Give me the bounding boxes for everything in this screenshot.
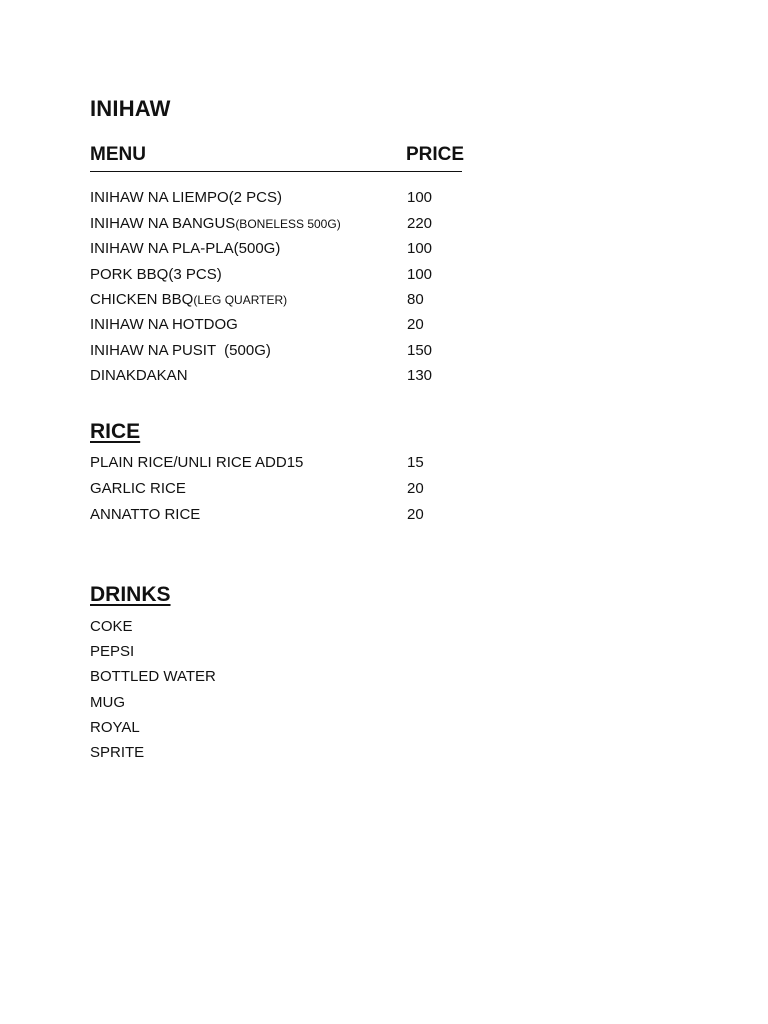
- rice-section-heading: RICE: [90, 420, 141, 443]
- menu-item: [90, 316, 490, 338]
- menu-item-name: DINAKDAKAN: [90, 367, 188, 384]
- menu-item: [90, 367, 490, 389]
- menu-item-price: 80: [407, 291, 424, 308]
- menu-item-name: INIHAW NA BANGUS(BONELESS 500G): [90, 215, 341, 232]
- drinks-section-heading: DRINKS: [90, 583, 171, 606]
- menu-item-price: 220: [407, 215, 433, 232]
- drink-item: ROYAL: [90, 719, 140, 736]
- drink-item: COKE: [90, 618, 133, 635]
- drink-item: MUG: [90, 694, 125, 711]
- menu-item: [90, 266, 490, 288]
- menu-item-price: 130: [407, 367, 433, 384]
- menu-item-name: INIHAW NA LIEMPO(2 PCS): [90, 189, 282, 206]
- menu-item-name: INIHAW NA PLA-PLA(500G): [90, 240, 281, 257]
- price-column-header: PRICE: [406, 144, 465, 165]
- menu-item-name: CHICKEN BBQ(LEG QUARTER): [90, 291, 288, 308]
- rice-item: [90, 454, 490, 476]
- menu-item: [90, 189, 490, 211]
- rice-item-price: 20: [407, 506, 424, 523]
- menu-item-price: 100: [407, 189, 433, 206]
- rice-item-name: GARLIC RICE: [90, 480, 186, 497]
- menu-item-price: 20: [407, 316, 424, 333]
- rice-item-price: 15: [407, 454, 424, 471]
- rice-item-name: ANNATTO RICE: [90, 506, 201, 523]
- menu-column-header: MENU: [90, 144, 146, 165]
- menu-item-price: 100: [407, 266, 433, 283]
- menu-item: [90, 342, 490, 364]
- drink-item: BOTTLED WATER: [90, 668, 216, 685]
- menu-item: [90, 240, 490, 262]
- drink-item: SPRITE: [90, 744, 145, 761]
- drink-item: PEPSI: [90, 643, 135, 660]
- menu-item-name: INIHAW NA PUSIT (500G): [90, 342, 271, 359]
- menu-item-name: PORK BBQ(3 PCS): [90, 266, 222, 283]
- rice-item-price: 20: [407, 480, 424, 497]
- page-title: INIHAW: [90, 96, 171, 121]
- menu-item: [90, 215, 490, 237]
- menu-item: [90, 291, 490, 313]
- menu-item-price: 100: [407, 240, 433, 257]
- rice-item: [90, 480, 490, 502]
- menu-item-name: INIHAW NA HOTDOG: [90, 316, 238, 333]
- rice-item: [90, 506, 490, 528]
- menu-item-price: 150: [407, 342, 433, 359]
- menu-header-row: [90, 144, 465, 172]
- rice-item-name: PLAIN RICE/UNLI RICE ADD15: [90, 454, 304, 471]
